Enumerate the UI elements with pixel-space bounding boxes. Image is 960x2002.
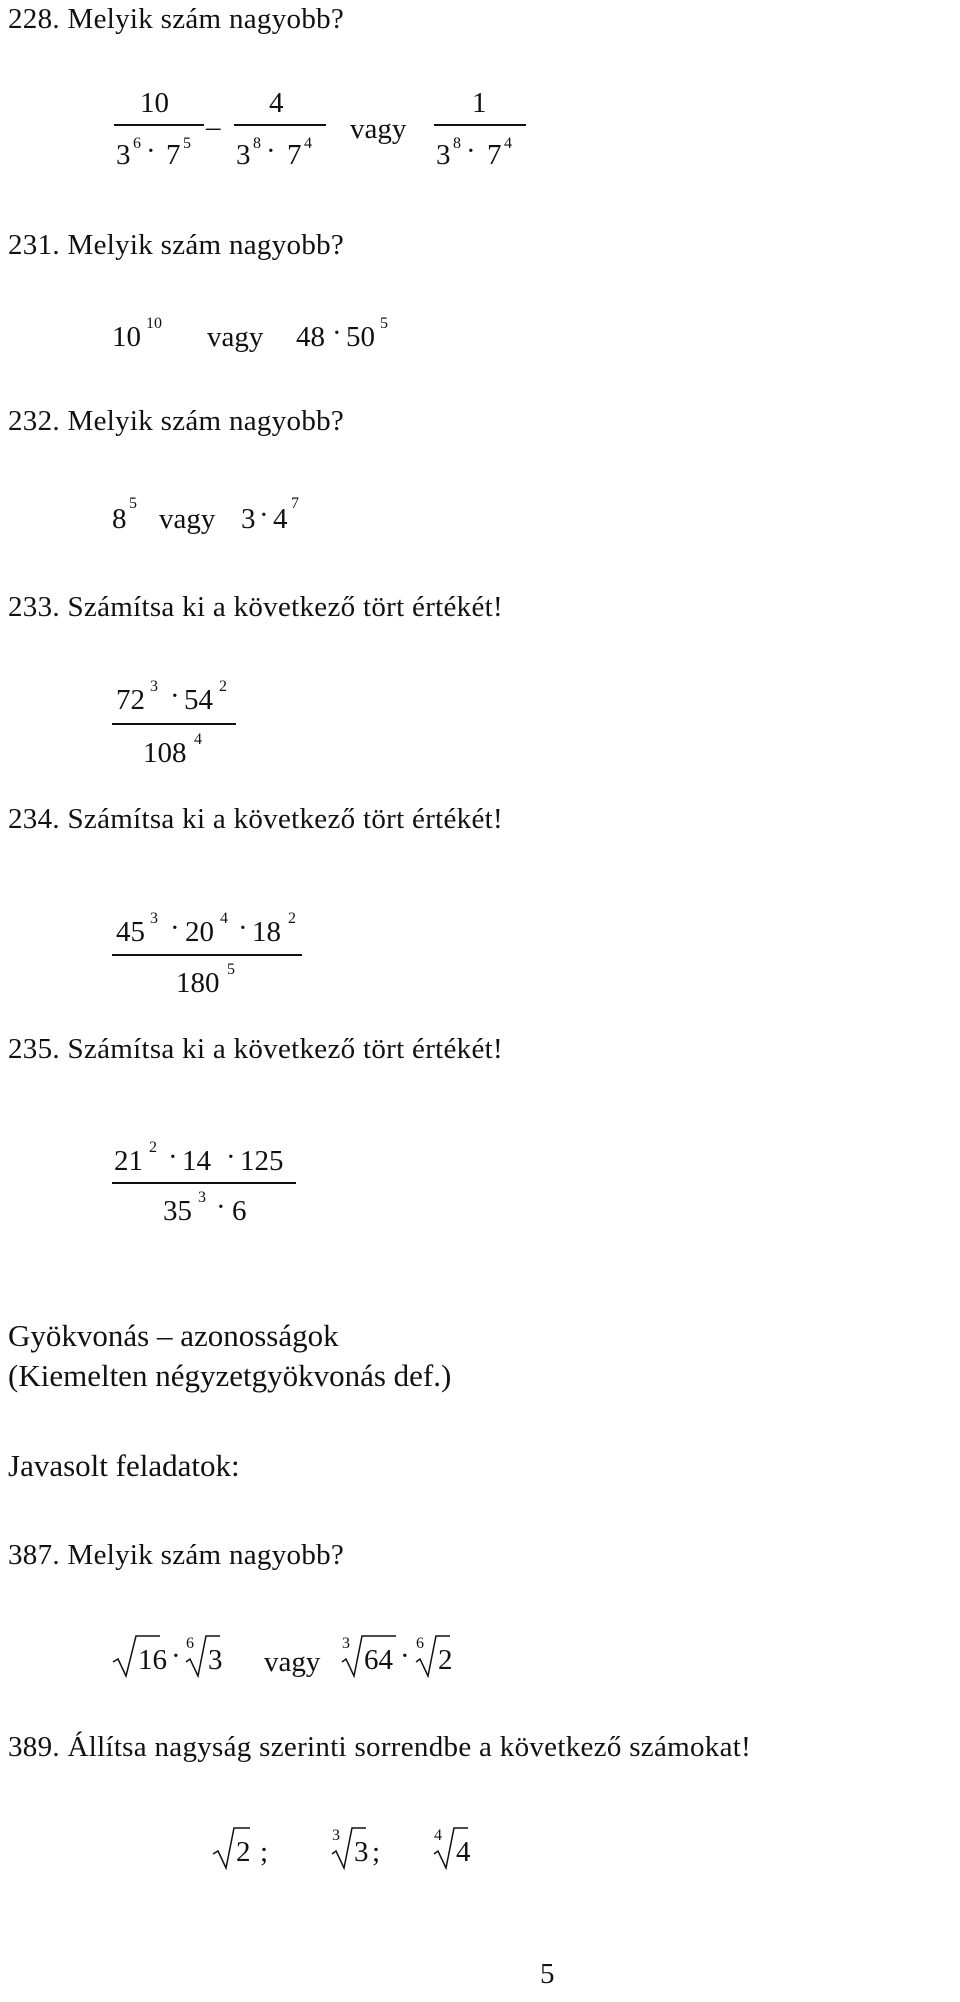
problem-389-label: 389. Állítsa nagyság szerinti sorrendbe a következő számokat! [8,1731,752,1763]
radicand: 4 [456,1836,471,1868]
dot-operator: · [216,1191,226,1223]
base: 8 [112,503,127,535]
problem-231-label: 231. Melyik szám nagyobb? [8,229,345,261]
factor: 3 [241,503,256,535]
den-base: 180 [176,967,220,999]
num-base3: 18 [252,916,281,948]
num-exp2: 4 [220,910,228,927]
dot-operator: · [238,912,248,944]
num-base1: 45 [116,916,145,948]
root-index: 6 [416,1635,424,1652]
frac2-den-base1: 3 [236,139,251,171]
frac3-den-base2: 7 [487,139,502,171]
num-factor3: 125 [240,1145,284,1177]
num-factor2: 14 [182,1145,211,1177]
num-base1: 21 [114,1145,143,1177]
den-exp: 3 [198,1189,206,1206]
frac2-bar [234,124,326,126]
frac1-den-base2: 7 [166,139,181,171]
num-base1: 72 [116,684,145,716]
num-exp3: 2 [288,910,296,927]
exponent: 10 [146,315,162,332]
frac3-den-base1: 3 [436,139,451,171]
radicand: 64 [364,1644,393,1676]
den-exp: 5 [227,961,235,978]
dot-operator: · [466,135,476,167]
frac1-bar [114,124,204,126]
section-title: Gyökvonás – azonosságok [8,1318,339,1353]
radicand: 3 [208,1644,223,1676]
dot-operator: · [226,1141,236,1173]
frac3-numerator: 1 [472,87,487,119]
frac2-den-base2: 7 [287,139,302,171]
exponent: 5 [129,495,137,512]
frac1-den-base1: 3 [116,139,131,171]
radicand: 16 [138,1644,167,1676]
exponent: 7 [291,495,299,512]
radicand: 2 [438,1644,453,1676]
problem-387-label: 387. Melyik szám nagyobb? [8,1539,345,1571]
frac2-numerator: 4 [269,87,284,119]
den-exp: 4 [194,731,202,748]
frac2-den-exp1: 8 [253,135,261,152]
problem-234-label: 234. Számítsa ki a következő tört értékét! [8,803,503,835]
dot-operator: · [259,499,269,531]
problem-235-label: 235. Számítsa ki a következő tört értékét! [8,1033,503,1065]
fraction-bar [112,1182,296,1184]
dot-operator: · [170,912,180,944]
frac1-den-exp1: 6 [133,135,141,152]
problem-232-label: 232. Melyik szám nagyobb? [8,405,345,437]
root-index: 3 [342,1635,350,1652]
num-exp2: 2 [219,678,227,695]
den-base: 108 [143,737,187,769]
problem-228-label: 228. Melyik szám nagyobb? [8,3,345,35]
dot-operator: · [168,1141,178,1173]
frac1-den-exp2: 5 [183,135,191,152]
section-subtitle: (Kiemelten négyzetgyökvonás def.) [8,1358,452,1393]
radicand: 3 [354,1836,369,1868]
root-index: 3 [332,1827,340,1844]
num-exp1: 2 [149,1139,157,1156]
frac3-bar [434,124,526,126]
den-base: 35 [163,1195,192,1227]
suggested-tasks-heading: Javasolt feladatok: [8,1448,240,1483]
or-word: vagy [207,321,264,353]
num-exp1: 3 [150,678,158,695]
separator: ; [372,1836,381,1868]
or-word: vagy [159,503,216,535]
frac1-numerator: 10 [140,87,169,119]
or-word: vagy [350,113,407,145]
problem-233-label: 233. Számítsa ki a következő tört értékét! [8,591,503,623]
num-exp1: 3 [150,910,158,927]
base: 10 [112,321,141,353]
frac3-den-exp2: 4 [504,135,512,152]
separator: ; [260,1836,269,1868]
dot-operator: · [171,1640,181,1672]
exponent: 5 [380,315,388,332]
fraction-bar [112,723,236,725]
base: 4 [273,503,288,535]
frac2-den-exp2: 4 [304,135,312,152]
root-index: 4 [434,1827,442,1844]
factor: 48 [296,321,325,353]
dot-operator: · [400,1640,410,1672]
or-word: vagy [264,1646,321,1678]
frac3-den-exp1: 8 [453,135,461,152]
radicand: 2 [236,1836,251,1868]
den-factor2: 6 [232,1195,247,1227]
dot-operator: · [170,680,180,712]
minus-sign: – [206,111,221,143]
page-number: 5 [540,1958,555,1990]
num-base2: 54 [184,684,213,716]
fraction-bar [112,954,302,956]
num-base2: 20 [185,916,214,948]
dot-operator: · [266,135,276,167]
base: 50 [346,321,375,353]
root-index: 6 [186,1635,194,1652]
dot-operator: · [146,135,156,167]
dot-operator: · [332,317,342,349]
